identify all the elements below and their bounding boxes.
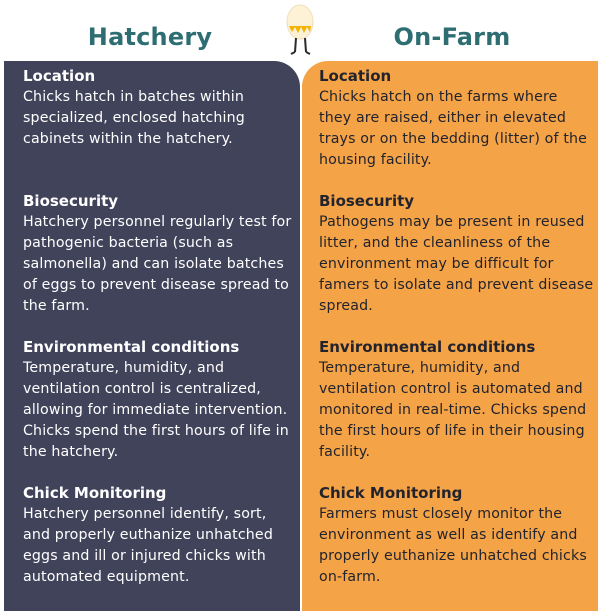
egg-mascot-icon <box>280 2 320 60</box>
hatchery-panel <box>4 61 300 611</box>
section-body: Temperature, humidity, and ventilation control is centralized, allowing for immediate intervention. Chicks spend the first hours of life in the hatchery. <box>23 360 289 460</box>
section-title: Location <box>319 67 392 85</box>
section-title: Chick Monitoring <box>23 484 167 502</box>
hatchery-heading: Hatchery <box>87 23 213 51</box>
on-farm-monitoring-section <box>319 483 594 588</box>
section-title: Biosecurity <box>319 192 415 210</box>
on-farm-biosecurity-section <box>319 191 594 317</box>
hatchery-location-section <box>23 66 296 150</box>
hatchery-biosecurity-section <box>23 191 296 317</box>
section-body: Farmers must closely monitor the environment as well as identify and properly euthanize unhatched chicks on-farm. <box>319 506 587 585</box>
section-body: Chicks hatch in batches within specialized, enclosed hatching cabinets within the hatchery. <box>23 89 245 147</box>
section-title: Environmental conditions <box>319 338 536 356</box>
on-farm-location-section <box>319 66 594 171</box>
section-title: Chick Monitoring <box>319 484 463 502</box>
section-body: Temperature, humidity, and ventilation control is automated and monitored in real-time. Chicks spend the first hours of life in their housing facility. <box>319 360 587 460</box>
on-farm-environment-section <box>319 337 594 463</box>
section-title: Environmental conditions <box>23 338 240 356</box>
section-title: Location <box>23 67 96 85</box>
section-body: Hatchery personnel regularly test for pathogenic bacteria (such as salmonella) and can isolate batches of eggs to prevent disease spread to the farm. <box>23 214 292 314</box>
on-farm-panel <box>302 61 598 611</box>
section-title: Biosecurity <box>23 192 119 210</box>
on-farm-heading: On-Farm <box>393 23 511 51</box>
hatchery-monitoring-section <box>23 483 296 588</box>
section-body: Hatchery personnel identify, sort, and properly euthanize unhatched eggs and ill or injured chicks with automated equipment. <box>23 506 273 585</box>
hatchery-environment-section <box>23 337 296 463</box>
section-body: Pathogens may be present in reused litter, and the cleanliness of the environment may be difficult for famers to isolate and prevent disease spread. <box>319 214 594 314</box>
section-body: Chicks hatch on the farms where they are raised, either in elevated trays or on the bedding (litter) of the housing facility. <box>319 89 588 168</box>
